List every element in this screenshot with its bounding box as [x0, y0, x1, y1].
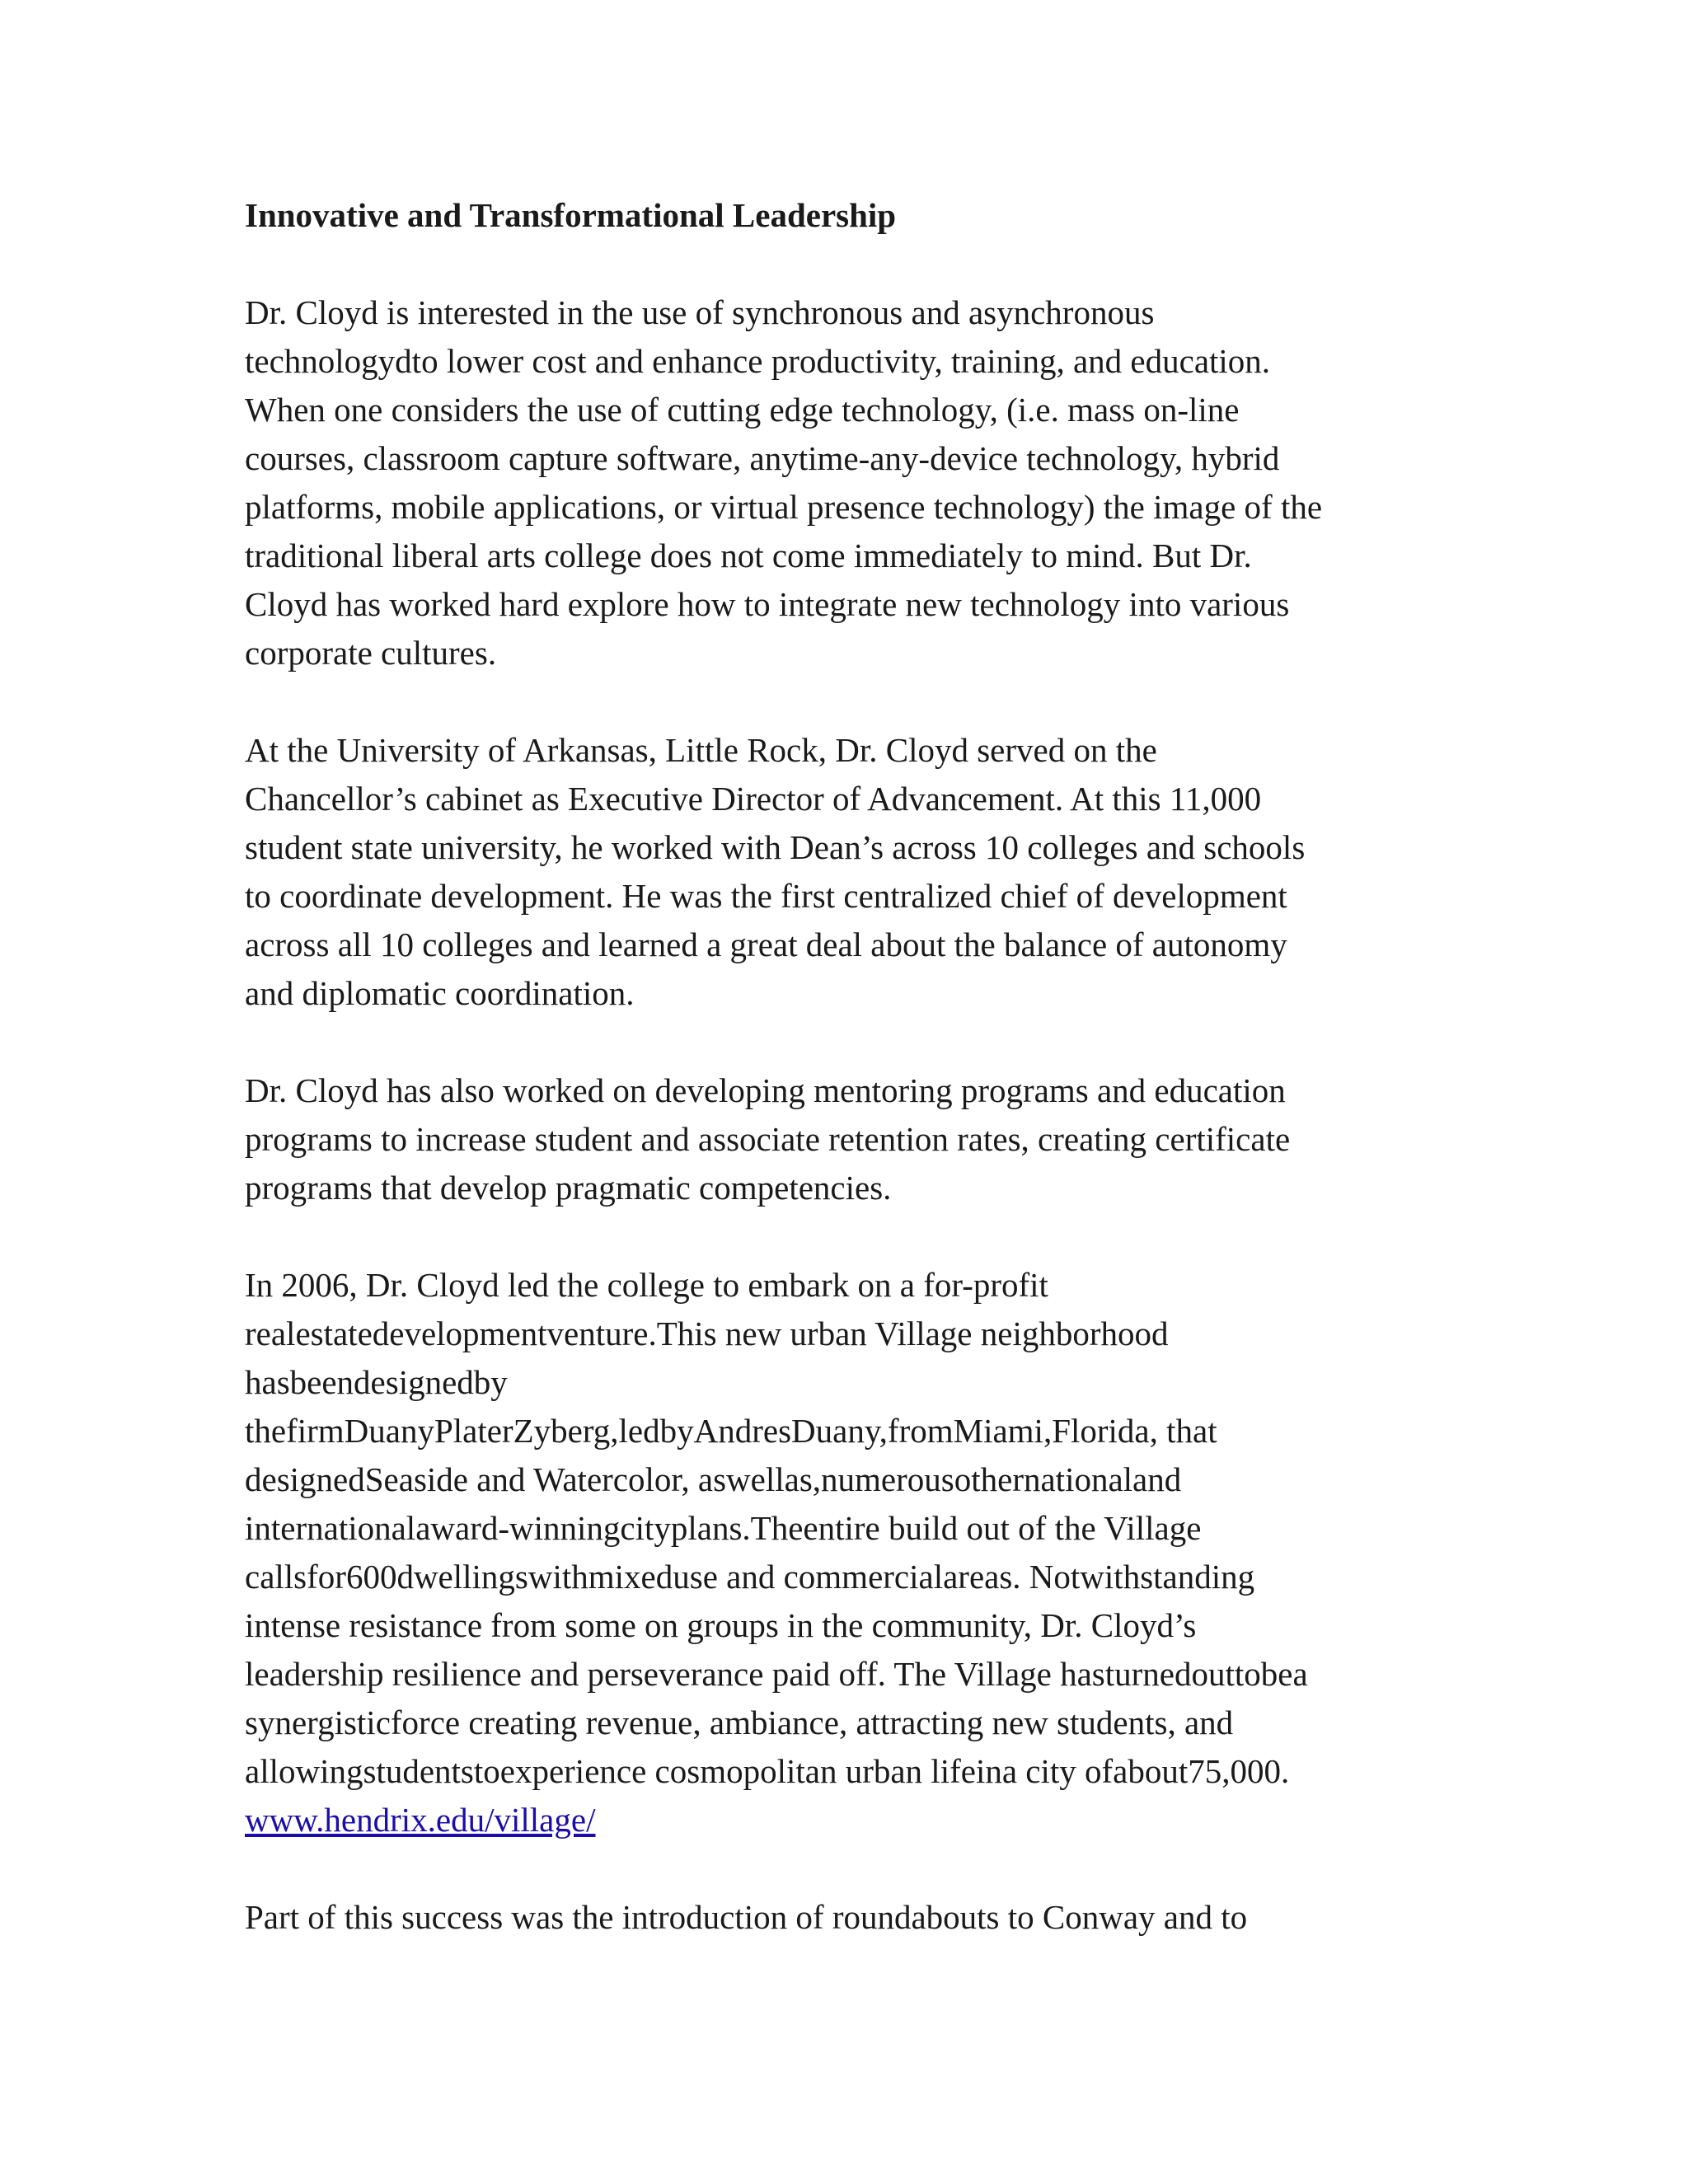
- text-line: In 2006, Dr. Cloyd led the college to embark on a for-profit: [245, 1266, 1048, 1304]
- text-line: courses, classroom capture software, anytime-any-device technology, hybrid: [245, 439, 1280, 477]
- section-heading: Innovative and Transformational Leadership: [245, 196, 897, 234]
- text-line: student state university, he worked with Dean’s across 10 colleges and schools: [245, 828, 1306, 866]
- paragraph-technology: [245, 288, 1448, 677]
- text-line: realestatedevelopmentventure.This new urban Village neighborhood: [245, 1315, 1169, 1352]
- paragraph-mentoring: [245, 1066, 1448, 1212]
- text-line: thefirmDuanyPlaterZyberg,ledbyAndresDuany,fromMiami,Florida, that: [245, 1412, 1217, 1450]
- text-line: hasbeendesignedby: [245, 1363, 508, 1401]
- text-line: allowingstudentstoexperience cosmopolitan urban lifeina city ofabout75,000.: [245, 1752, 1290, 1790]
- text-line: At the University of Arkansas, Little Rock, Dr. Cloyd served on the: [245, 731, 1157, 769]
- text-line: and diplomatic coordination.: [245, 974, 635, 1012]
- text-line: across all 10 colleges and learned a great deal about the balance of autonomy: [245, 926, 1287, 963]
- text-line: corporate cultures.: [245, 634, 497, 672]
- text-line: synergisticforce creating revenue, ambiance, attracting new students, and: [245, 1704, 1234, 1741]
- text-line: Part of this success was the introduction of roundabouts to Conway and to: [245, 1898, 1248, 1936]
- text-line: technologydto lower cost and enhance productivity, training, and education.: [245, 342, 1271, 380]
- text-line: traditional liberal arts college does not come immediately to mind. But Dr.: [245, 537, 1252, 574]
- text-line: When one considers the use of cutting edge technology, (i.e. mass on-line: [245, 391, 1240, 429]
- paragraph-arkansas: [245, 726, 1448, 1018]
- text-line: platforms, mobile applications, or virtual presence technology) the image of the: [245, 488, 1323, 526]
- text-line: programs that develop pragmatic competencies.: [245, 1169, 892, 1207]
- text-line: programs to increase student and associate retention rates, creating certificate: [245, 1120, 1291, 1158]
- text-line: Dr. Cloyd is interested in the use of synchronous and asynchronous: [245, 293, 1155, 331]
- text-line: designedSeaside and Watercolor, aswellas,numerousothernationaland: [245, 1460, 1182, 1498]
- text-line: Dr. Cloyd has also worked on developing mentoring programs and education: [245, 1071, 1286, 1109]
- text-line: leadership resilience and perseverance paid off. The Village hasturnedouttobea: [245, 1655, 1308, 1693]
- text-line: to coordinate development. He was the first centralized chief of development: [245, 877, 1287, 915]
- document-body: [245, 191, 1448, 1990]
- paragraph-village: [245, 1261, 1448, 1844]
- paragraph-roundabouts: [245, 1893, 1448, 1942]
- text-line: Cloyd has worked hard explore how to integrate new technology into various: [245, 585, 1290, 623]
- text-line: callsfor600dwellingswithmixeduse and commercialareas. Notwithstanding: [245, 1558, 1255, 1596]
- text-line: internationalaward-winningcityplans.Theentire build out of the Village: [245, 1509, 1202, 1547]
- text-line: intense resistance from some on groups in the community, Dr. Cloyd’s: [245, 1606, 1197, 1644]
- text-line: Chancellor’s cabinet as Executive Director of Advancement. At this 11,000: [245, 780, 1262, 818]
- village-link[interactable]: www.hendrix.edu/village/: [245, 1801, 596, 1839]
